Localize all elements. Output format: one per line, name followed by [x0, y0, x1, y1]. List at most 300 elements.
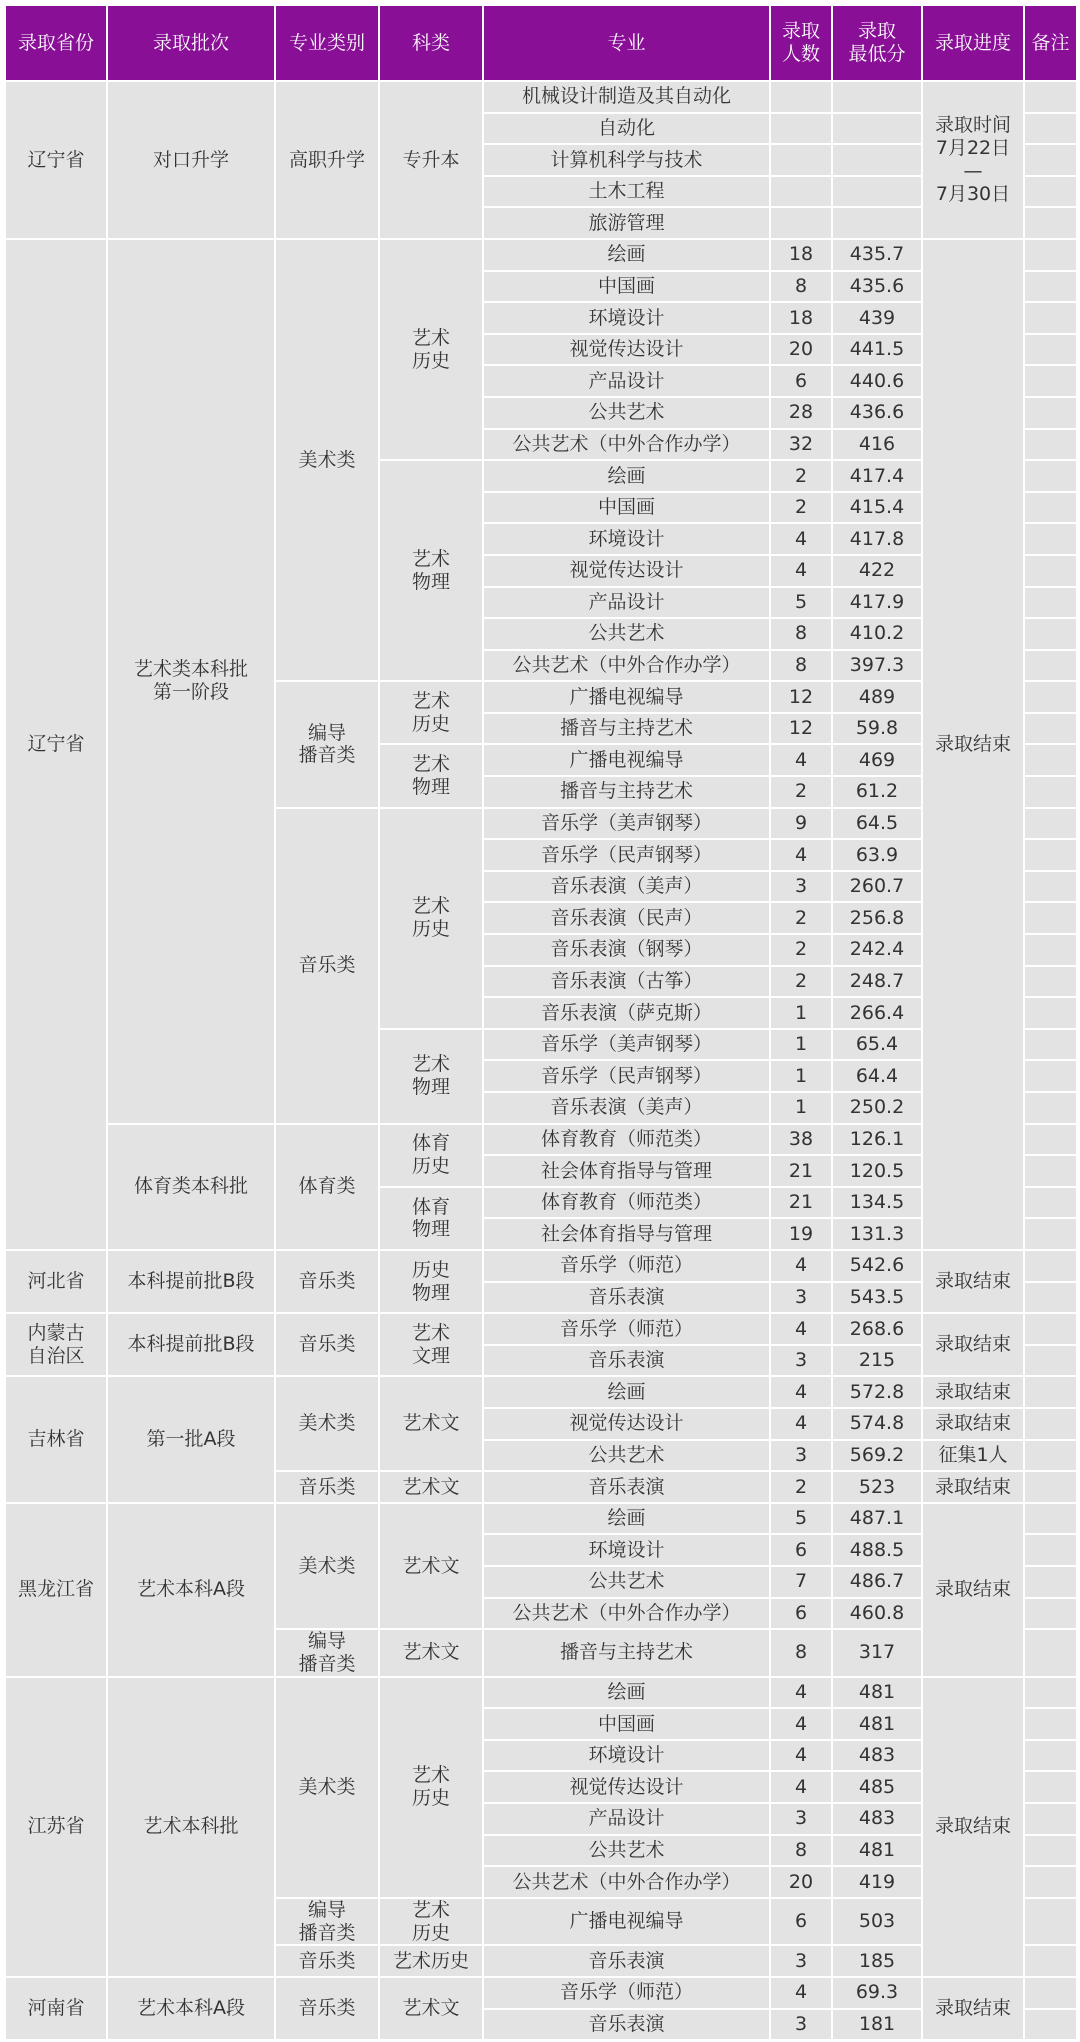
major-cell: 公共艺术	[484, 398, 769, 428]
min-score-cell: 460.8	[833, 1599, 921, 1629]
major-cell: 中国画	[484, 1709, 769, 1739]
subject-cell: 艺术 物理	[380, 745, 482, 806]
count-cell: 9	[771, 809, 831, 839]
min-score-cell: 185	[833, 1946, 921, 1976]
table-row	[6, 1678, 1076, 1708]
major-cell: 绘画	[484, 1377, 769, 1407]
count-cell	[771, 82, 831, 112]
remark-cell	[1025, 1093, 1076, 1123]
category-cell: 音乐类	[276, 1946, 378, 1976]
remark-cell	[1025, 1535, 1076, 1565]
batch-cell: 艺术本科A段	[108, 1978, 274, 2039]
remark-cell	[1025, 1283, 1076, 1313]
count-cell: 18	[771, 240, 831, 270]
header-remark: 备注	[1025, 6, 1076, 80]
major-cell: 环境设计	[484, 1535, 769, 1565]
remark-cell	[1025, 1251, 1076, 1281]
batch-cell: 本科提前批B段	[108, 1251, 274, 1312]
remark-cell	[1025, 682, 1076, 712]
min-score-cell	[833, 208, 921, 238]
count-cell: 6	[771, 1899, 831, 1945]
major-cell: 公共艺术	[484, 1441, 769, 1471]
major-cell: 视觉传达设计	[484, 335, 769, 365]
remark-cell	[1025, 1899, 1076, 1945]
count-cell	[771, 145, 831, 175]
major-cell: 音乐学（美声钢琴）	[484, 809, 769, 839]
major-cell: 视觉传达设计	[484, 1409, 769, 1439]
min-score-cell: 486.7	[833, 1567, 921, 1597]
table-body	[6, 82, 1076, 2039]
major-cell: 广播电视编导	[484, 682, 769, 712]
major-cell: 绘画	[484, 240, 769, 270]
min-score-cell: 436.6	[833, 398, 921, 428]
count-cell	[771, 208, 831, 238]
remark-cell	[1025, 208, 1076, 238]
min-score-cell: 485	[833, 1772, 921, 1802]
category-cell: 美术类	[276, 1504, 378, 1628]
header-subject: 科类	[380, 6, 482, 80]
category-cell: 编导 播音类	[276, 1630, 378, 1676]
province-cell: 辽宁省	[6, 82, 106, 238]
min-score-cell: 441.5	[833, 335, 921, 365]
remark-cell	[1025, 303, 1076, 333]
count-cell: 8	[771, 619, 831, 649]
min-score-cell: 260.7	[833, 872, 921, 902]
major-cell: 产品设计	[484, 366, 769, 396]
progress-cell: 录取结束	[923, 240, 1023, 1249]
count-cell: 3	[771, 1346, 831, 1376]
major-cell: 公共艺术（中外合作办学）	[484, 430, 769, 460]
min-score-cell: 489	[833, 682, 921, 712]
remark-cell	[1025, 1219, 1076, 1249]
progress-cell: 录取结束	[923, 1978, 1023, 2039]
count-cell: 4	[771, 556, 831, 586]
major-cell: 音乐表演（民声）	[484, 903, 769, 933]
remark-cell	[1025, 935, 1076, 965]
remark-cell	[1025, 1867, 1076, 1897]
remark-cell	[1025, 145, 1076, 175]
min-score-cell: 242.4	[833, 935, 921, 965]
category-cell: 编导 播音类	[276, 682, 378, 806]
category-cell: 音乐类	[276, 809, 378, 1123]
count-cell: 1	[771, 1030, 831, 1060]
major-cell: 旅游管理	[484, 208, 769, 238]
remark-cell	[1025, 619, 1076, 649]
subject-cell: 艺术 历史	[380, 1899, 482, 1945]
major-cell: 环境设计	[484, 524, 769, 554]
remark-cell	[1025, 240, 1076, 270]
count-cell: 5	[771, 588, 831, 618]
remark-cell	[1025, 1504, 1076, 1534]
header-province: 录取省份	[6, 6, 106, 80]
min-score-cell: 488.5	[833, 1535, 921, 1565]
min-score-cell: 120.5	[833, 1156, 921, 1186]
count-cell: 4	[771, 840, 831, 870]
progress-cell: 录取结束	[923, 1314, 1023, 1375]
remark-cell	[1025, 1156, 1076, 1186]
remark-cell	[1025, 777, 1076, 807]
major-cell: 音乐表演（古筝）	[484, 967, 769, 997]
count-cell: 5	[771, 1504, 831, 1534]
count-cell: 1	[771, 1093, 831, 1123]
major-cell: 音乐表演	[484, 1346, 769, 1376]
header-category: 专业类别	[276, 6, 378, 80]
major-cell: 音乐表演	[484, 1946, 769, 1976]
remark-cell	[1025, 651, 1076, 681]
count-cell: 2	[771, 777, 831, 807]
count-cell: 4	[771, 1409, 831, 1439]
batch-cell: 对口升学	[108, 82, 274, 238]
count-cell: 4	[771, 1678, 831, 1708]
count-cell: 3	[771, 1804, 831, 1834]
count-cell: 8	[771, 651, 831, 681]
remark-cell	[1025, 1804, 1076, 1834]
min-score-cell: 481	[833, 1709, 921, 1739]
min-score-cell: 419	[833, 1867, 921, 1897]
major-cell: 体育教育（师范类）	[484, 1125, 769, 1155]
batch-cell: 艺术本科A段	[108, 1504, 274, 1676]
header-progress: 录取进度	[923, 6, 1023, 80]
min-score-cell: 416	[833, 430, 921, 460]
subject-cell: 艺术 历史	[380, 1678, 482, 1897]
major-cell: 音乐表演	[484, 2010, 769, 2040]
major-cell: 公共艺术（中外合作办学）	[484, 1867, 769, 1897]
category-cell: 高职升学	[276, 82, 378, 238]
count-cell: 3	[771, 1283, 831, 1313]
table-row	[6, 1125, 1076, 1155]
min-score-cell: 64.5	[833, 809, 921, 839]
min-score-cell: 503	[833, 1899, 921, 1945]
major-cell: 视觉传达设计	[484, 1772, 769, 1802]
count-cell: 18	[771, 303, 831, 333]
count-cell: 3	[771, 1946, 831, 1976]
province-cell: 内蒙古 自治区	[6, 1314, 106, 1375]
remark-cell	[1025, 1836, 1076, 1866]
count-cell: 8	[771, 1630, 831, 1676]
subject-cell: 艺术文	[380, 1472, 482, 1502]
major-cell: 公共艺术	[484, 619, 769, 649]
table-row	[6, 240, 1076, 270]
min-score-cell: 397.3	[833, 651, 921, 681]
major-cell: 社会体育指导与管理	[484, 1219, 769, 1249]
min-score-cell	[833, 114, 921, 144]
count-cell	[771, 114, 831, 144]
count-cell: 4	[771, 1741, 831, 1771]
count-cell: 4	[771, 1251, 831, 1281]
remark-cell	[1025, 1346, 1076, 1376]
batch-cell: 体育类本科批	[108, 1125, 274, 1249]
remark-cell	[1025, 1125, 1076, 1155]
count-cell: 32	[771, 430, 831, 460]
batch-cell: 艺术类本科批 第一阶段	[108, 240, 274, 1123]
major-cell: 视觉传达设计	[484, 556, 769, 586]
min-score-cell: 481	[833, 1836, 921, 1866]
major-cell: 公共艺术	[484, 1836, 769, 1866]
remark-cell	[1025, 1314, 1076, 1344]
subject-cell: 艺术 历史	[380, 240, 482, 459]
remark-cell	[1025, 809, 1076, 839]
min-score-cell: 250.2	[833, 1093, 921, 1123]
subject-cell: 历史 物理	[380, 1251, 482, 1312]
remark-cell	[1025, 1030, 1076, 1060]
count-cell: 2	[771, 1472, 831, 1502]
remark-cell	[1025, 1472, 1076, 1502]
count-cell: 19	[771, 1219, 831, 1249]
major-cell: 音乐学（民声钢琴）	[484, 840, 769, 870]
min-score-cell: 417.9	[833, 588, 921, 618]
major-cell: 广播电视编导	[484, 745, 769, 775]
remark-cell	[1025, 1188, 1076, 1218]
major-cell: 音乐表演（美声）	[484, 1093, 769, 1123]
min-score-cell: 69.3	[833, 1978, 921, 2008]
province-cell: 黑龙江省	[6, 1504, 106, 1676]
remark-cell	[1025, 398, 1076, 428]
count-cell: 2	[771, 493, 831, 523]
remark-cell	[1025, 840, 1076, 870]
major-cell: 公共艺术	[484, 1567, 769, 1597]
remark-cell	[1025, 366, 1076, 396]
header-major: 专业	[484, 6, 769, 80]
min-score-cell: 483	[833, 1741, 921, 1771]
table-row	[6, 1314, 1076, 1344]
remark-cell	[1025, 1678, 1076, 1708]
min-score-cell: 63.9	[833, 840, 921, 870]
count-cell: 28	[771, 398, 831, 428]
remark-cell	[1025, 82, 1076, 112]
count-cell: 1	[771, 998, 831, 1028]
admission-table	[4, 4, 1078, 2041]
min-score-cell: 256.8	[833, 903, 921, 933]
remark-cell	[1025, 461, 1076, 491]
progress-cell: 录取结束	[923, 1377, 1023, 1407]
major-cell: 音乐表演	[484, 1283, 769, 1313]
remark-cell	[1025, 335, 1076, 365]
min-score-cell: 61.2	[833, 777, 921, 807]
count-cell: 21	[771, 1156, 831, 1186]
min-score-cell: 469	[833, 745, 921, 775]
subject-cell: 艺术文	[380, 1377, 482, 1470]
progress-cell: 录取结束	[923, 1472, 1023, 1502]
major-cell: 社会体育指导与管理	[484, 1156, 769, 1186]
min-score-cell: 268.6	[833, 1314, 921, 1344]
remark-cell	[1025, 714, 1076, 744]
progress-cell: 录取结束	[923, 1409, 1023, 1439]
min-score-cell: 248.7	[833, 967, 921, 997]
remark-cell	[1025, 588, 1076, 618]
major-cell: 绘画	[484, 1504, 769, 1534]
major-cell: 绘画	[484, 461, 769, 491]
count-cell: 12	[771, 714, 831, 744]
header-count: 录取 人数	[771, 6, 831, 80]
major-cell: 产品设计	[484, 588, 769, 618]
province-cell: 吉林省	[6, 1377, 106, 1501]
min-score-cell: 572.8	[833, 1377, 921, 1407]
category-cell: 体育类	[276, 1125, 378, 1249]
count-cell: 2	[771, 967, 831, 997]
major-cell: 音乐表演（萨克斯）	[484, 998, 769, 1028]
major-cell: 土木工程	[484, 177, 769, 207]
progress-cell: 录取结束	[923, 1251, 1023, 1312]
min-score-cell: 487.1	[833, 1504, 921, 1534]
major-cell: 音乐表演	[484, 1472, 769, 1502]
count-cell: 4	[771, 1978, 831, 2008]
count-cell: 2	[771, 903, 831, 933]
min-score-cell	[833, 145, 921, 175]
remark-cell	[1025, 2010, 1076, 2040]
min-score-cell: 181	[833, 2010, 921, 2040]
min-score-cell: 59.8	[833, 714, 921, 744]
remark-cell	[1025, 872, 1076, 902]
min-score-cell: 542.6	[833, 1251, 921, 1281]
count-cell	[771, 177, 831, 207]
category-cell: 编导 播音类	[276, 1899, 378, 1945]
count-cell: 3	[771, 872, 831, 902]
remark-cell	[1025, 1741, 1076, 1771]
major-cell: 中国画	[484, 272, 769, 302]
progress-cell: 录取结束	[923, 1504, 1023, 1676]
min-score-cell: 65.4	[833, 1030, 921, 1060]
major-cell: 音乐学（民声钢琴）	[484, 1061, 769, 1091]
min-score-cell: 440.6	[833, 366, 921, 396]
remark-cell	[1025, 1978, 1076, 2008]
count-cell: 6	[771, 1535, 831, 1565]
major-cell: 公共艺术（中外合作办学）	[484, 1599, 769, 1629]
category-cell: 音乐类	[276, 1251, 378, 1312]
count-cell: 2	[771, 935, 831, 965]
remark-cell	[1025, 114, 1076, 144]
min-score-cell: 574.8	[833, 1409, 921, 1439]
major-cell: 播音与主持艺术	[484, 777, 769, 807]
min-score-cell: 523	[833, 1472, 921, 1502]
remark-cell	[1025, 1409, 1076, 1439]
min-score-cell	[833, 82, 921, 112]
remark-cell	[1025, 745, 1076, 775]
table-row	[6, 1504, 1076, 1534]
min-score-cell: 415.4	[833, 493, 921, 523]
min-score-cell: 215	[833, 1346, 921, 1376]
min-score-cell: 266.4	[833, 998, 921, 1028]
major-cell: 音乐学（师范）	[484, 1978, 769, 2008]
count-cell: 12	[771, 682, 831, 712]
min-score-cell: 64.4	[833, 1061, 921, 1091]
remark-cell	[1025, 967, 1076, 997]
progress-cell: 录取结束	[923, 1678, 1023, 1976]
min-score-cell: 126.1	[833, 1125, 921, 1155]
remark-cell	[1025, 177, 1076, 207]
remark-cell	[1025, 524, 1076, 554]
category-cell: 音乐类	[276, 1314, 378, 1375]
count-cell: 2	[771, 461, 831, 491]
count-cell: 38	[771, 1125, 831, 1155]
count-cell: 3	[771, 2010, 831, 2040]
subject-cell: 艺术 物理	[380, 1030, 482, 1123]
min-score-cell: 131.3	[833, 1219, 921, 1249]
min-score-cell: 439	[833, 303, 921, 333]
province-cell: 辽宁省	[6, 240, 106, 1249]
header-row	[6, 6, 1076, 80]
remark-cell	[1025, 493, 1076, 523]
major-cell: 音乐学（师范）	[484, 1251, 769, 1281]
remark-cell	[1025, 1567, 1076, 1597]
remark-cell	[1025, 1441, 1076, 1471]
count-cell: 4	[771, 745, 831, 775]
min-score-cell: 483	[833, 1804, 921, 1834]
major-cell: 环境设计	[484, 1741, 769, 1771]
major-cell: 音乐表演（美声）	[484, 872, 769, 902]
remark-cell	[1025, 1599, 1076, 1629]
count-cell: 4	[771, 1772, 831, 1802]
major-cell: 产品设计	[484, 1804, 769, 1834]
min-score-cell	[833, 177, 921, 207]
category-cell: 音乐类	[276, 1978, 378, 2039]
min-score-cell: 481	[833, 1678, 921, 1708]
min-score-cell: 435.7	[833, 240, 921, 270]
subject-cell: 艺术 物理	[380, 461, 482, 680]
subject-cell: 体育 物理	[380, 1188, 482, 1249]
min-score-cell: 435.6	[833, 272, 921, 302]
table-row	[6, 1978, 1076, 2008]
remark-cell	[1025, 1709, 1076, 1739]
count-cell: 8	[771, 272, 831, 302]
category-cell: 美术类	[276, 240, 378, 680]
remark-cell	[1025, 1377, 1076, 1407]
count-cell: 1	[771, 1061, 831, 1091]
remark-cell	[1025, 1772, 1076, 1802]
major-cell: 计算机科学与技术	[484, 145, 769, 175]
major-cell: 播音与主持艺术	[484, 1630, 769, 1676]
header-batch: 录取批次	[108, 6, 274, 80]
min-score-cell: 543.5	[833, 1283, 921, 1313]
subject-cell: 艺术文	[380, 1504, 482, 1628]
province-cell: 江苏省	[6, 1678, 106, 1976]
category-cell: 美术类	[276, 1377, 378, 1470]
min-score-cell: 417.4	[833, 461, 921, 491]
count-cell: 4	[771, 524, 831, 554]
min-score-cell: 422	[833, 556, 921, 586]
table-row	[6, 82, 1076, 112]
subject-cell: 艺术 历史	[380, 809, 482, 1028]
major-cell: 自动化	[484, 114, 769, 144]
count-cell: 3	[771, 1441, 831, 1471]
subject-cell: 艺术历史	[380, 1946, 482, 1976]
count-cell: 7	[771, 1567, 831, 1597]
remark-cell	[1025, 556, 1076, 586]
major-cell: 音乐表演（钢琴）	[484, 935, 769, 965]
remark-cell	[1025, 272, 1076, 302]
remark-cell	[1025, 903, 1076, 933]
count-cell: 6	[771, 1599, 831, 1629]
category-cell: 美术类	[276, 1678, 378, 1897]
major-cell: 音乐学（师范）	[484, 1314, 769, 1344]
batch-cell: 本科提前批B段	[108, 1314, 274, 1375]
remark-cell	[1025, 998, 1076, 1028]
major-cell: 音乐学（美声钢琴）	[484, 1030, 769, 1060]
min-score-cell: 317	[833, 1630, 921, 1676]
header-min-score: 录取 最低分	[833, 6, 921, 80]
remark-cell	[1025, 1061, 1076, 1091]
major-cell: 机械设计制造及其自动化	[484, 82, 769, 112]
major-cell: 体育教育（师范类）	[484, 1188, 769, 1218]
count-cell: 6	[771, 366, 831, 396]
batch-cell: 第一批A段	[108, 1377, 274, 1501]
major-cell: 播音与主持艺术	[484, 714, 769, 744]
subject-cell: 专升本	[380, 82, 482, 238]
subject-cell: 体育 历史	[380, 1125, 482, 1186]
category-cell: 音乐类	[276, 1472, 378, 1502]
subject-cell: 艺术 历史	[380, 682, 482, 743]
count-cell: 21	[771, 1188, 831, 1218]
subject-cell: 艺术文	[380, 1978, 482, 2039]
